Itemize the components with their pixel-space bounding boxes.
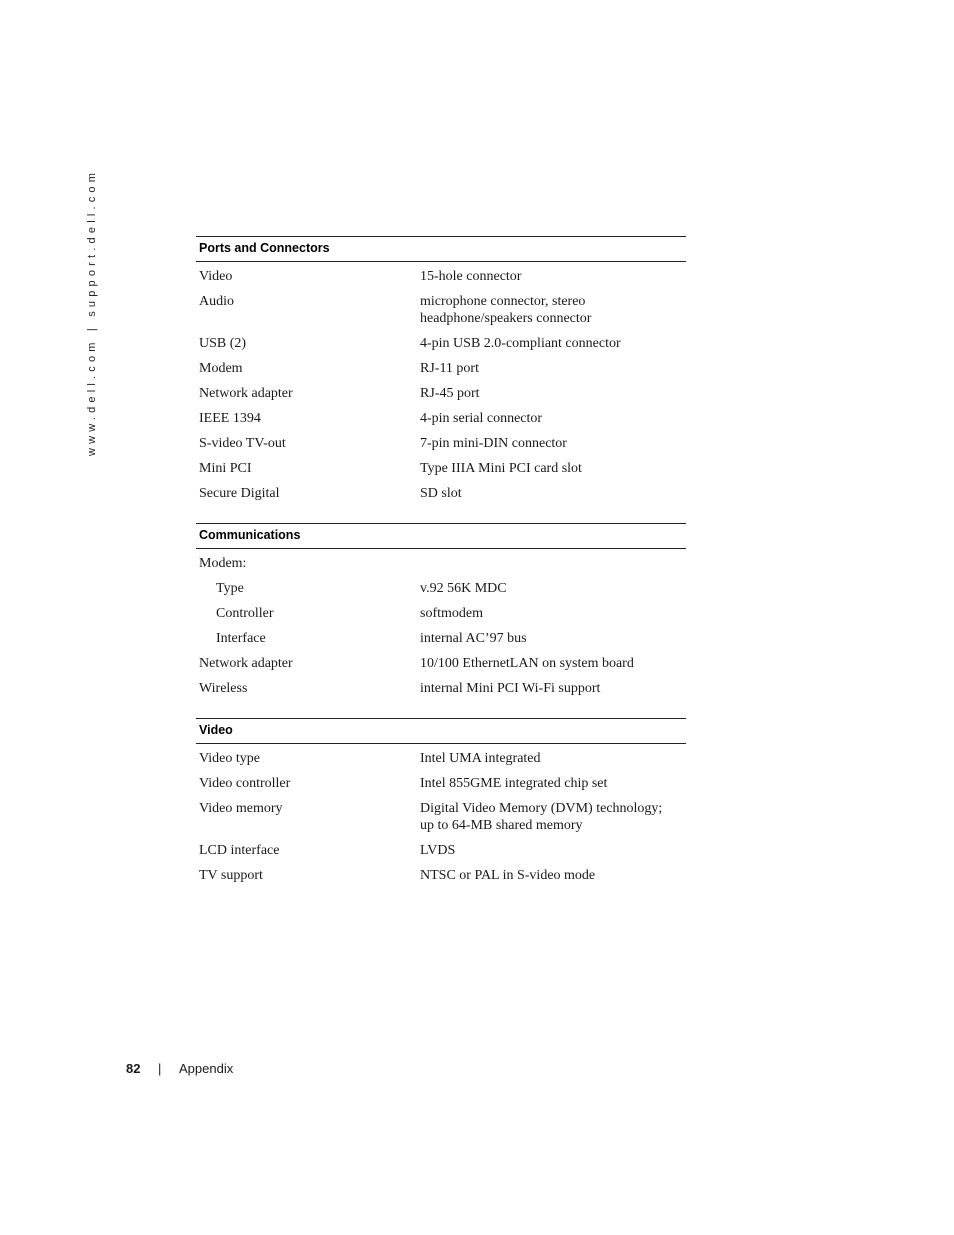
- section-header: Communications: [196, 523, 686, 549]
- row-label: Video controller: [199, 776, 291, 791]
- section-video: [196, 718, 686, 888]
- row-label: Type: [216, 581, 244, 596]
- row-value: internal Mini PCI Wi-Fi support: [420, 681, 601, 696]
- row-label: Network adapter: [199, 386, 293, 401]
- row-value: [420, 555, 686, 572]
- row-label: Modem:: [199, 556, 247, 571]
- row-value: microphone connector, stereo headphone/speakers connector: [420, 294, 592, 326]
- table-row: [196, 331, 686, 356]
- row-value: Digital Video Memory (DVM) technology; up to 64-MB shared memory: [420, 801, 663, 833]
- table-row: [196, 406, 686, 431]
- row-value: 10/100 EthernetLAN on system board: [420, 656, 634, 671]
- table-row: [196, 746, 686, 771]
- table-row: [196, 456, 686, 481]
- row-label: Network adapter: [199, 656, 293, 671]
- row-label: Interface: [216, 631, 266, 646]
- table-row: [196, 863, 686, 888]
- table-row: [196, 601, 686, 626]
- table-row: [196, 626, 686, 651]
- table-row: [196, 771, 686, 796]
- row-label: S-video TV-out: [199, 436, 286, 451]
- table-row: [196, 431, 686, 456]
- row-label: TV support: [199, 868, 263, 883]
- table-row: [196, 356, 686, 381]
- row-value: LVDS: [420, 843, 456, 858]
- row-value: NTSC or PAL in S-video mode: [420, 868, 596, 883]
- table-row: [196, 676, 686, 701]
- table-row: [196, 481, 686, 506]
- row-label: Video type: [199, 751, 260, 766]
- row-label: Wireless: [199, 681, 248, 696]
- row-label: Controller: [216, 606, 274, 621]
- section-header: Video: [196, 718, 686, 744]
- section-header: Ports and Connectors: [196, 236, 686, 262]
- row-label: Secure Digital: [199, 486, 280, 501]
- row-label: Video memory: [199, 801, 283, 816]
- row-value: 4-pin USB 2.0-compliant connector: [420, 336, 621, 351]
- footer-separator: |: [158, 1061, 162, 1076]
- row-value: 4-pin serial connector: [420, 411, 543, 426]
- row-label: LCD interface: [199, 843, 280, 858]
- section-communications: [196, 523, 686, 701]
- row-value: SD slot: [420, 486, 462, 501]
- row-value: 15-hole connector: [420, 269, 522, 284]
- row-value: v.92 56K MDC: [420, 581, 507, 596]
- row-value: 7-pin mini-DIN connector: [420, 436, 567, 451]
- table-row: [196, 651, 686, 676]
- row-label: Audio: [199, 294, 234, 309]
- row-value: RJ-11 port: [420, 361, 479, 376]
- table-row: [196, 289, 686, 331]
- table-row: [196, 381, 686, 406]
- row-value: Intel UMA integrated: [420, 751, 541, 766]
- table-row: [196, 264, 686, 289]
- row-label: Modem: [199, 361, 243, 376]
- row-label: Video: [199, 269, 233, 284]
- table-row: [196, 838, 686, 863]
- row-label: Mini PCI: [199, 461, 252, 476]
- row-label: IEEE 1394: [199, 411, 261, 426]
- section-ports-connectors: [196, 236, 686, 506]
- table-row: [196, 576, 686, 601]
- row-value: internal AC’97 bus: [420, 631, 527, 646]
- specs-table: [196, 236, 686, 905]
- table-row: [196, 796, 686, 838]
- page-number: 82: [126, 1061, 141, 1076]
- row-label: USB (2): [199, 336, 247, 351]
- footer-title: Appendix: [179, 1061, 234, 1076]
- row-value: RJ-45 port: [420, 386, 480, 401]
- row-value: Type IIIA Mini PCI card slot: [420, 461, 582, 476]
- row-value: Intel 855GME integrated chip set: [420, 776, 608, 791]
- side-url-text: www.dell.com | support.dell.com: [86, 168, 98, 456]
- row-value: softmodem: [420, 606, 483, 621]
- table-row: [196, 551, 686, 576]
